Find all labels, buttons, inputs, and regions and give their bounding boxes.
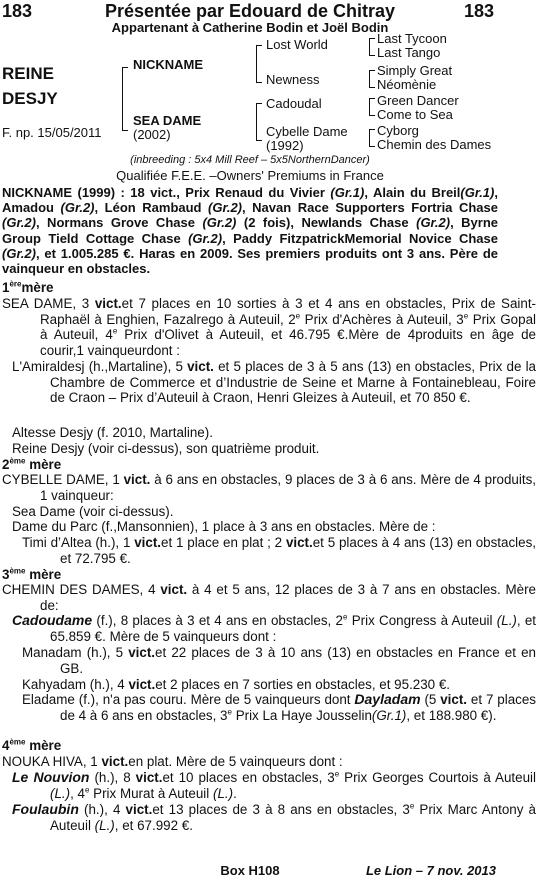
produce-altesse: Altesse Desjy (f. 2010, Martaline).	[12, 425, 213, 440]
horse-name-1: REINE	[2, 64, 54, 83]
sale-info: Le Lion – 7 nov. 2013	[365, 863, 496, 878]
bracket-3a	[369, 38, 375, 56]
sire-sire: Lost World	[266, 37, 328, 52]
third-dam-record: CHEMIN DES DAMES, 4 vict. à 4 et 5 ans, 12 places de 3 à 7 ans en obstacles. Mère de:	[2, 582, 536, 613]
lot-number-right: 183	[463, 1, 494, 21]
dam-sire: Cadoudal	[266, 96, 322, 111]
second-dam-record: CYBELLE DAME, 1 vict. à 6 ans en obstacles, 9 places de 3 à 6 ans. Mère de 4 produits, 1 vainqueur:	[2, 472, 536, 503]
page-title: Présentée par Edouard de Chitray	[104, 1, 396, 21]
bracket-3c	[369, 98, 375, 116]
g3-3: Simply Great	[377, 63, 453, 78]
g3-7: Cyborg	[377, 123, 419, 138]
sire-name: NICKNAME	[133, 57, 204, 72]
produce-cadoudame: Cadoudame (f.), 8 places à 3 et 4 ans en obstacles, 2e Prix Congress à Auteuil (L.), et 65.859 €. Mère de 5 vainqueurs dont :	[12, 612, 536, 644]
g3-1: Last Tycoon	[377, 31, 447, 46]
g3-5: Green Dancer	[377, 93, 459, 108]
produce-manadam: Manadam (h.), 5 vict.et 22 places de 3 à 10 ans (13) en obstacles en France et en GB.	[22, 645, 536, 676]
section-2nd-dam: 2ème mère	[2, 456, 62, 472]
produce-dame-du-parc: Dame du Parc (f.,Mansonnien), 1 place à 3 ans en obstacles. Mère de :	[12, 519, 436, 534]
g3-8: Chemin des Dames	[377, 137, 492, 152]
produce-reine: Reine Desjy (voir ci-dessus), son quatrième produit.	[12, 441, 320, 456]
box-number: Box H108	[220, 863, 280, 878]
produce-le-nouvion: Le Nouvion (h.), 8 vict.et 10 places en obstacles, 3e Prix Georges Courtois à Auteuil (L.), 4e Prix Murat à Auteuil (L.).	[12, 769, 536, 801]
dam-year: (2002)	[133, 127, 171, 142]
section-4th-dam: 4ème mère	[2, 737, 62, 753]
bracket-3b	[369, 70, 375, 88]
g3-6: Come to Sea	[377, 107, 453, 122]
produce-kahyadam: Kahyadam (h.), 4 vict.et 2 places en 7 sorties en obstacles, et 95.230 €.	[22, 677, 451, 692]
section-1st-dam: 1èremère	[2, 279, 54, 295]
sire-record: NICKNAME (1999) : 18 vict., Prix Renaud du Vivier (Gr.1), Alain du Breil(Gr.1), Amadou (Gr.2), Léon Rambaud (Gr.2), Navan Race Supporters Fortria Chase (Gr.2), Normans Grove Chase (Gr.2) (2 fois), Newlands Chase (Gr.2), Byrne Group Tield Cottage Chase (Gr.2), Paddy FitzpatrickMemorial Novice Chase (Gr.2), et 1.005.285 €. Haras en 2009. Ses premiers produits ont 3 ans. Père de vainqueur en obstacles.	[2, 185, 499, 277]
section-3rd-dam: 3ème mère	[2, 566, 62, 582]
dam-name: SEA DAME	[133, 113, 202, 128]
birth-info: F. np. 15/05/2011	[2, 125, 102, 140]
produce-foulaubin: Foulaubin (h.), 4 vict.et 13 places de 3 à 8 ans en obstacles, 3e Prix Marc Antony à Auteuil (L.), et 67.992 €.	[12, 801, 536, 833]
produce-timi: Timi d’Altea (h.), 1 vict.et 1 place en plat ; 2 vict.et 5 places à 4 ans (13) en obstacles, et 72.795 €.	[22, 535, 536, 566]
first-dam-record: SEA DAME, 3 vict.et 7 places en 10 sorties à 3 et 4 ans en obstacles, Prix de Saint-Raphaël à Enghien, Fazalrego à Auteuil, 2e Prix d'Achères à Auteuil, 3e Prix Gopal à Auteuil, 4e Prix d'Olivet à Auteuil, et 46.795 €.Mère de 4produits en âge de courir,1 vainqueurdont :	[2, 296, 536, 358]
produce-lamiraldesj: L'Amiraldesj (h.,Martaline), 5 vict. et 5 places de 3 à 5 ans (13) en obstacles, Prix de la Chambre de Commerce et d’Industrie de Seine et Marne à Fontainebleau, Foire de Craon – Prix d’Auteuil à Craon, Henri Gleizes à Auteuil, et 70 850 €.	[12, 359, 536, 406]
produce-eladame: Eladame (f.), n'a pas couru. Mère de 5 vainqueurs dont Dayladam (5 vict. et 7 places de 4 à 6 ans en obstacles, 3e Prix La Haye Jousselin(Gr.1), et 188.980 €).	[22, 691, 536, 723]
g3-2: Last Tango	[377, 45, 441, 60]
owner-line: Appartenant à Catherine Bodin et Joël Bodin	[111, 20, 389, 35]
dam-dam-year: (1992)	[266, 138, 304, 153]
qualification-note: Qualifiée F.E.E. –Owners' Premiums in France	[116, 168, 384, 183]
bracket-gen1	[122, 67, 128, 131]
inbreeding-note: (inbreeding : 5x4 Mill Reef – 5x5NorthernDancer)	[130, 154, 370, 166]
lot-number-left: 183	[2, 1, 33, 21]
bracket-sire	[256, 45, 262, 83]
horse-name-2: DESJY	[2, 89, 58, 108]
produce-sea-dame: Sea Dame (voir ci-dessus).	[12, 504, 174, 519]
sire-dam: Newness	[266, 72, 320, 87]
fourth-dam-record: NOUKA HIVA, 1 vict.en plat. Mère de 5 vainqueurs dont :	[2, 754, 343, 769]
dam-dam: Cybelle Dame	[266, 124, 348, 139]
bracket-3d	[369, 129, 375, 147]
bracket-dam	[256, 103, 262, 141]
g3-4: Néomènie	[377, 77, 437, 92]
